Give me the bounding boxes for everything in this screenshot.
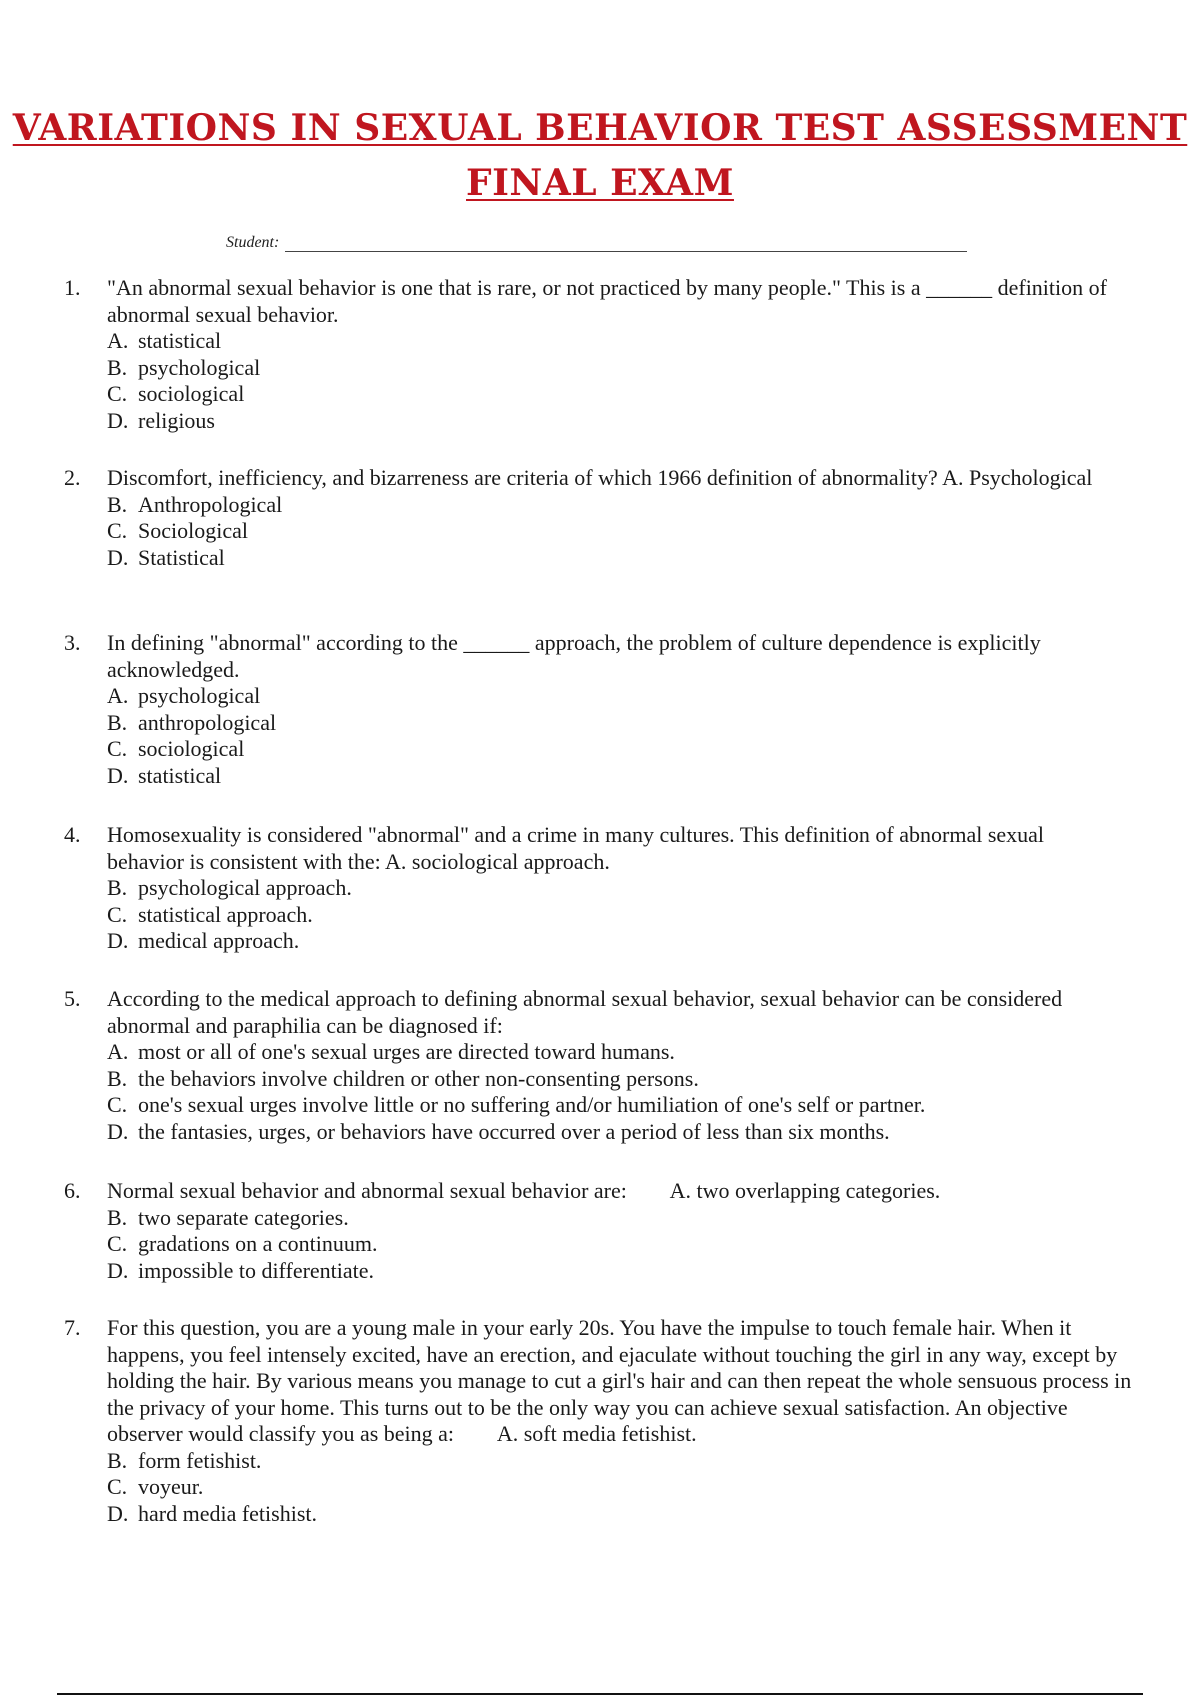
- answer-option: [107, 1205, 1144, 1232]
- student-label: Student:: [226, 234, 280, 251]
- answer-option: [107, 736, 1144, 763]
- option-letter: C.: [107, 1092, 128, 1117]
- option-letter: C.: [107, 901, 128, 927]
- option-letter: C.: [107, 518, 128, 543]
- option-text: medical approach.: [138, 928, 300, 953]
- question-7: [64, 1315, 1144, 1527]
- option-text: religious: [138, 407, 215, 433]
- answer-option: [107, 902, 1144, 929]
- question-stem: For this question, you are a young male in your early 20s. You have the impulse to touch female hair. When it happens, you feel intensely excited, have an erection, and ejaculate without touching the girl in any way, except by holding the hair. By various means you manage to cut a girl's hair and can then repeat the whole sensuous process in the privacy of your home. This turns out to be the only way you can achieve sexual satisfaction. An objective observer would classify you as being a: A. soft media fetishist.: [107, 1315, 1137, 1446]
- option-text: form fetishist.: [138, 1447, 262, 1473]
- question-stem: Homosexuality is considered "abnormal" and a crime in many cultures. This definition of abnormal sexual behavior is consistent with the: A. sociological approach.: [107, 822, 1045, 874]
- option-letter: D.: [107, 544, 129, 570]
- answer-option: [107, 710, 1144, 737]
- option-text: psychological approach.: [138, 875, 352, 900]
- question-2: [64, 465, 1144, 571]
- option-text: sociological: [138, 381, 245, 406]
- option-letter: A.: [107, 1039, 129, 1064]
- option-text: the behaviors involve children or other non-consenting persons.: [138, 1065, 699, 1091]
- option-text: hard media fetishist.: [138, 1500, 318, 1526]
- question-stem: "An abnormal sexual behavior is one that is rare, or not practiced by many people." This is a ______ definition of abnormal sexual behavior.: [107, 275, 1107, 327]
- option-text: Anthropological: [138, 491, 283, 517]
- option-text: Statistical: [138, 544, 225, 570]
- student-name-field: [226, 234, 967, 252]
- option-text: Sociological: [138, 518, 248, 543]
- option-letter: B.: [107, 875, 128, 900]
- option-letter: B.: [107, 354, 128, 380]
- option-letter: D.: [107, 1118, 129, 1144]
- answer-option: [107, 928, 1144, 955]
- answer-option: [107, 1231, 1144, 1258]
- option-text: psychological: [138, 683, 261, 708]
- question-stem: In defining "abnormal" according to the ______ approach, the problem of culture dependence is explicitly acknowledged.: [107, 630, 1041, 682]
- question-number: 2.: [64, 465, 81, 490]
- option-letter: B.: [107, 709, 128, 735]
- answer-option: [107, 328, 1144, 355]
- question-number: 7.: [64, 1315, 81, 1340]
- option-letter: A.: [107, 683, 129, 708]
- question-5: [64, 986, 1144, 1145]
- question-stem: Discomfort, inefficiency, and bizarreness are criteria of which 1966 definition of abnormality? A. Psychological: [107, 465, 1093, 490]
- answer-option: [107, 355, 1144, 382]
- option-text: gradations on a continuum.: [138, 1231, 378, 1256]
- question-3: [64, 630, 1144, 789]
- answer-option: [107, 1066, 1144, 1093]
- answer-option: [107, 1474, 1144, 1501]
- answer-option: [107, 408, 1144, 435]
- option-text: one's sexual urges involve little or no suffering and/or humiliation of one's self or partner.: [138, 1092, 926, 1117]
- question-stem: Normal sexual behavior and abnormal sexual behavior are: A. two overlapping categories.: [107, 1178, 941, 1203]
- answer-option: [107, 763, 1144, 790]
- option-letter: D.: [107, 1257, 129, 1283]
- student-name-blank: [285, 237, 967, 252]
- option-text: sociological: [138, 736, 245, 761]
- question-6: [64, 1178, 1144, 1284]
- question-number: 5.: [64, 986, 81, 1011]
- footer-rule: [57, 1693, 1143, 1695]
- option-letter: D.: [107, 928, 129, 953]
- option-letter: C.: [107, 1474, 128, 1499]
- answer-option: [107, 1039, 1144, 1066]
- answer-option: [107, 1119, 1144, 1146]
- answer-option: [107, 492, 1144, 519]
- answer-option: [107, 683, 1144, 710]
- answer-option: [107, 545, 1144, 572]
- option-text: anthropological: [138, 709, 277, 735]
- option-text: most or all of one's sexual urges are directed toward humans.: [138, 1039, 675, 1064]
- question-1: [64, 275, 1144, 434]
- question-number: 1.: [64, 275, 81, 300]
- document-title-line2: FINAL EXAM: [466, 162, 734, 204]
- option-text: impossible to differentiate.: [138, 1257, 375, 1283]
- option-letter: B.: [107, 1204, 128, 1230]
- answer-option: [107, 518, 1144, 545]
- answer-option: [107, 1258, 1144, 1285]
- option-letter: C.: [107, 1231, 128, 1256]
- question-stem: According to the medical approach to defining abnormal sexual behavior, sexual behavior can be considered abnormal and paraphilia can be diagnosed if:: [107, 986, 1063, 1038]
- answer-option: [107, 1448, 1144, 1475]
- answer-option: [107, 1092, 1144, 1119]
- question-number: 3.: [64, 630, 81, 655]
- option-text: voyeur.: [138, 1474, 204, 1499]
- option-letter: B.: [107, 1065, 128, 1091]
- option-letter: B.: [107, 491, 128, 517]
- question-number: 6.: [64, 1178, 81, 1203]
- option-letter: C.: [107, 736, 128, 761]
- option-text: two separate categories.: [138, 1204, 349, 1230]
- answer-option: [107, 1501, 1144, 1528]
- answer-option: [107, 381, 1144, 408]
- option-text: statistical: [138, 328, 222, 353]
- question-4: [64, 822, 1144, 955]
- option-letter: D.: [107, 407, 129, 433]
- answer-option: [107, 875, 1144, 902]
- option-letter: C.: [107, 381, 128, 406]
- option-text: statistical: [138, 762, 222, 788]
- question-number: 4.: [64, 822, 81, 847]
- option-text: statistical approach.: [138, 901, 313, 927]
- option-letter: A.: [107, 328, 129, 353]
- option-text: the fantasies, urges, or behaviors have occurred over a period of less than six months.: [138, 1118, 890, 1144]
- option-letter: D.: [107, 762, 129, 788]
- option-text: psychological: [138, 354, 261, 380]
- document-title-line1: VARIATIONS IN SEXUAL BEHAVIOR TEST ASSESSMENT: [12, 107, 1188, 149]
- option-letter: B.: [107, 1447, 128, 1473]
- option-letter: D.: [107, 1500, 129, 1526]
